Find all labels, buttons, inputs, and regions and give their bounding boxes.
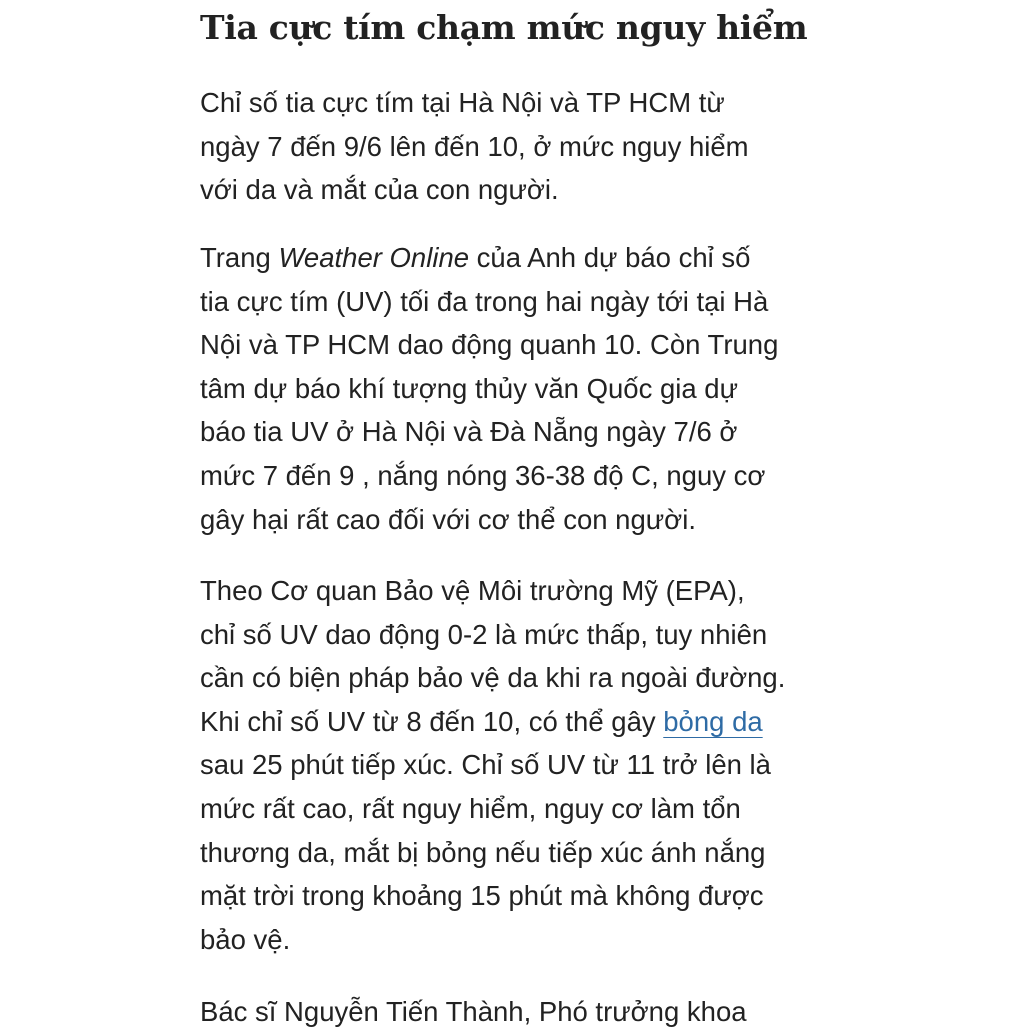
paragraph-line: mức 7 đến 9 , nắng nóng 36-38 độ C, nguy cơ	[200, 459, 766, 491]
text-segment: Khi chỉ số UV từ 8 đến 10, có thể gây	[200, 705, 664, 737]
paragraph-line: Theo Cơ quan Bảo vệ Môi trường Mỹ (EPA),	[200, 575, 745, 606]
paragraph-line: mặt trời trong khoảng 15 phút mà không được	[200, 880, 764, 912]
paragraph-line: Bác sĩ Nguyễn Tiến Thành, Phó trưởng khoa	[200, 996, 747, 1027]
paragraph-line: Chỉ số tia cực tím tại Hà Nội và TP HCM từ	[200, 87, 725, 118]
paragraph-line	[200, 700, 785, 744]
text-segment: Trang	[200, 242, 279, 273]
paragraph-1	[200, 81, 749, 212]
paragraph-line: mức rất cao, rất nguy hiểm, nguy cơ làm tổn	[200, 792, 741, 824]
paragraph-line: sau 25 phút tiếp xúc. Chỉ số UV từ 11 trở lên là	[200, 749, 771, 781]
source-name-italic: Weather Online	[278, 242, 470, 273]
paragraph-line: gây hại rất cao đối với cơ thể con người.	[200, 503, 696, 535]
paragraph-line: bảo vệ.	[200, 923, 291, 955]
paragraph-line: thương da, mắt bị bỏng nếu tiếp xúc ánh nắng	[200, 836, 766, 868]
text-segment: của Anh dự báo chỉ số	[469, 242, 751, 273]
paragraph-4	[200, 990, 747, 1034]
article-title: Tia cực tím chạm mức nguy hiểm	[200, 8, 808, 47]
paragraph-line: báo tia UV ở Hà Nội và Đà Nẵng ngày 7/6 ở	[200, 416, 738, 448]
paragraph-line: tâm dự báo khí tượng thủy văn Quốc gia dự	[200, 372, 738, 404]
paragraph-line: cần có biện pháp bảo vệ da khi ra ngoài đường.	[200, 662, 786, 694]
article-body	[200, 0, 830, 1027]
paragraph-line: Nội và TP HCM dao động quanh 10. Còn Trung	[200, 329, 779, 361]
paragraph-line	[200, 236, 778, 280]
paragraph-line: ngày 7 đến 9/6 lên đến 10, ở mức nguy hiểm	[200, 130, 749, 162]
paragraph-3	[200, 569, 785, 961]
paragraph-line: với da và mắt của con người.	[200, 174, 559, 206]
paragraph-2	[200, 236, 778, 541]
paragraph-line: tia cực tím (UV) tối đa trong hai ngày tới tại Hà	[200, 285, 769, 317]
bong-da-link[interactable]: bỏng da	[663, 705, 763, 737]
paragraph-line: chỉ số UV dao động 0-2 là mức thấp, tuy nhiên	[200, 618, 768, 650]
